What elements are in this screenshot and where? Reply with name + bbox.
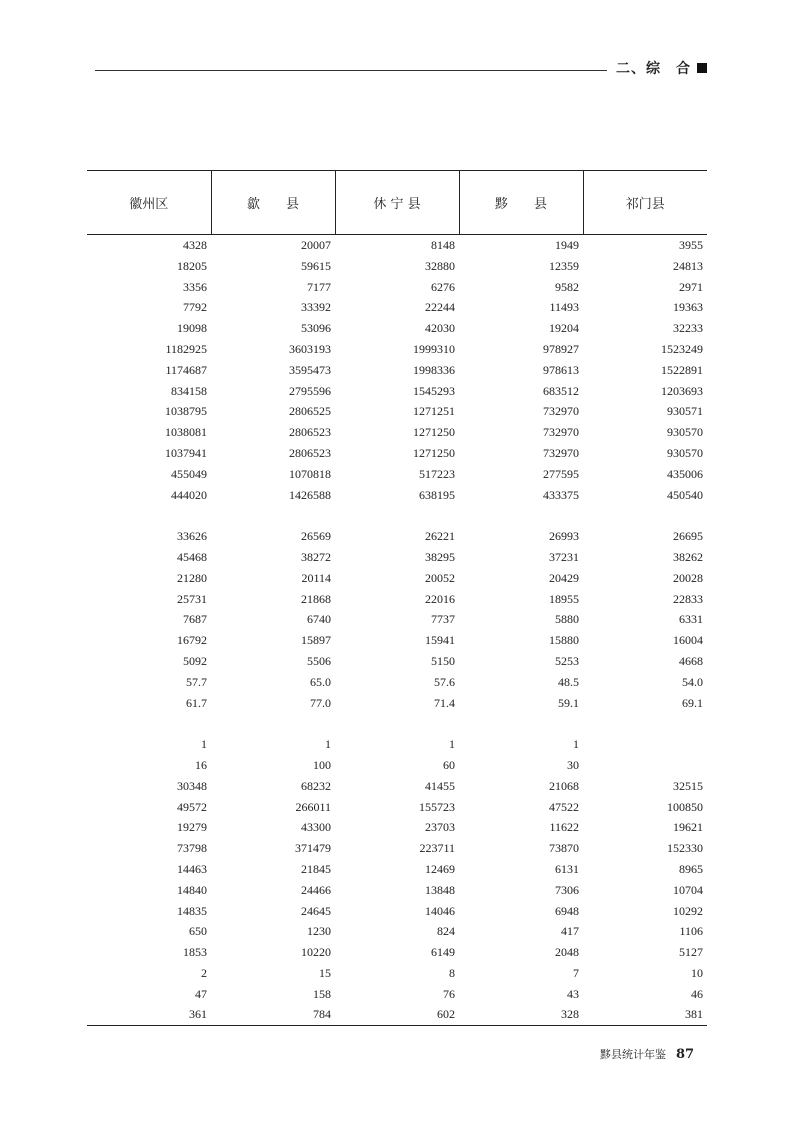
table-cell: 16 [195, 757, 207, 772]
table-cell: 18205 [177, 258, 207, 273]
table-cell: 24645 [301, 903, 331, 918]
table-cell: 26569 [301, 529, 331, 544]
table-cell: 100 [313, 757, 331, 772]
table-cell [87, 505, 211, 526]
table-cell: 2806523 [289, 445, 331, 460]
table-cell: 5150 [431, 653, 455, 668]
table-cell: 10220 [301, 945, 331, 960]
table-cell: 2048 [555, 945, 579, 960]
table-row [87, 1004, 707, 1025]
table-cell: 277595 [543, 466, 579, 481]
table-cell: 43 [567, 986, 579, 1001]
table-cell: 223711 [419, 841, 455, 856]
table-cell: 455049 [171, 466, 207, 481]
table-cell: 2971 [679, 279, 703, 294]
table-header-row [87, 171, 707, 235]
table-cell: 11622 [549, 820, 579, 835]
table-row [87, 505, 707, 526]
table-cell: 6276 [431, 279, 455, 294]
table-cell: 11493 [549, 300, 579, 315]
table-row [87, 880, 707, 901]
table-cell: 3603193 [289, 341, 331, 356]
table-cell: 33626 [177, 529, 207, 544]
table-cell: 5127 [679, 945, 703, 960]
table-cell: 12359 [549, 258, 579, 273]
table-cell: 42030 [425, 321, 455, 336]
table-cell: 1 [573, 737, 579, 752]
table-cell: 417 [561, 924, 579, 939]
table-cell: 38262 [673, 549, 703, 564]
table-cell: 18955 [549, 591, 579, 606]
table-cell: 732970 [543, 404, 579, 419]
table-cell: 7737 [431, 612, 455, 627]
table-row [87, 589, 707, 610]
table-cell: 76 [443, 986, 455, 1001]
column-header: 徽州区 [87, 171, 211, 235]
table-row [87, 693, 707, 714]
table-cell: 5092 [183, 653, 207, 668]
table-cell: 7306 [555, 882, 579, 897]
table-cell: 20052 [425, 570, 455, 585]
table-cell: 732970 [543, 425, 579, 440]
table-cell: 1853 [183, 945, 207, 960]
table-cell: 6149 [431, 945, 455, 960]
table-cell: 47 [195, 986, 207, 1001]
table-cell: 21868 [301, 591, 331, 606]
table-cell: 1271250 [413, 445, 455, 460]
table-cell: 732970 [543, 445, 579, 460]
table-cell: 24466 [301, 882, 331, 897]
table-cell: 361 [87, 1004, 211, 1025]
table-cell: 30 [567, 757, 579, 772]
table-cell: 26695 [673, 529, 703, 544]
table-cell: 2806523 [289, 425, 331, 440]
table-cell: 15880 [549, 633, 579, 648]
table-cell: 38295 [425, 549, 455, 564]
table-cell: 10292 [673, 903, 703, 918]
table-cell: 328 [459, 1004, 583, 1025]
table-row [87, 713, 707, 734]
table-row [87, 838, 707, 859]
table-cell: 100850 [667, 799, 703, 814]
table-row [87, 443, 707, 464]
table-cell: 37231 [549, 549, 579, 564]
footer-book-title: 黟县统计年鉴 [600, 1048, 666, 1061]
table-cell: 371479 [295, 841, 331, 856]
table-cell: 638195 [419, 487, 455, 502]
table-cell: 7687 [183, 612, 207, 627]
table-cell: 46 [691, 986, 703, 1001]
column-header: 祁门县 [583, 171, 707, 235]
table-cell: 22833 [673, 591, 703, 606]
table-cell: 19279 [177, 820, 207, 835]
table-row [87, 422, 707, 443]
table-cell: 23703 [425, 820, 455, 835]
table-cell [335, 505, 459, 526]
table-cell: 6131 [555, 861, 579, 876]
table-cell: 5253 [555, 653, 579, 668]
table-cell: 1522891 [661, 362, 703, 377]
table-cell: 930570 [667, 445, 703, 460]
table-cell: 21068 [549, 778, 579, 793]
table-cell: 1999310 [413, 341, 455, 356]
table-row [87, 942, 707, 963]
table-row [87, 401, 707, 422]
table-cell: 1545293 [413, 383, 455, 398]
table-cell: 20028 [673, 570, 703, 585]
table-cell: 22016 [425, 591, 455, 606]
table-cell: 19098 [177, 321, 207, 336]
table-row [87, 485, 707, 506]
table-cell: 6740 [307, 612, 331, 627]
table-cell [583, 755, 707, 776]
table-row [87, 859, 707, 880]
table-row [87, 921, 707, 942]
table-cell: 6948 [555, 903, 579, 918]
table-cell: 45468 [177, 549, 207, 564]
table-row [87, 776, 707, 797]
table-cell: 14463 [177, 861, 207, 876]
table-cell: 8148 [431, 238, 455, 252]
table-cell: 21280 [177, 570, 207, 585]
table-cell: 61.7 [186, 695, 207, 710]
table-cell: 32515 [673, 778, 703, 793]
table-header [87, 171, 707, 235]
table-cell: 1 [325, 737, 331, 752]
table-cell: 683512 [543, 383, 579, 398]
table-cell: 650 [189, 924, 207, 939]
table-cell: 930571 [667, 404, 703, 419]
table-row [87, 984, 707, 1005]
table-cell [459, 505, 583, 526]
table-cell: 4668 [679, 653, 703, 668]
table-row [87, 797, 707, 818]
table-row [87, 297, 707, 318]
table-cell: 1038081 [165, 425, 207, 440]
table-cell: 19621 [673, 820, 703, 835]
table-cell: 68232 [301, 778, 331, 793]
table-row [87, 381, 707, 402]
table-cell: 1203693 [661, 383, 703, 398]
table-cell: 3955 [679, 238, 703, 252]
table-cell: 4328 [183, 238, 207, 252]
table-cell: 2 [201, 965, 207, 980]
page-footer [600, 1046, 694, 1062]
table-cell: 10 [691, 965, 703, 980]
table-cell: 43300 [301, 820, 331, 835]
table-cell: 435006 [667, 466, 703, 481]
table-row [87, 256, 707, 277]
table-row [87, 734, 707, 755]
table-row [87, 901, 707, 922]
table-cell: 13848 [425, 882, 455, 897]
table-cell: 784 [211, 1004, 335, 1025]
table-cell: 26993 [549, 529, 579, 544]
table-row [87, 568, 707, 589]
table-cell: 1182925 [165, 341, 207, 356]
table-cell: 1271250 [413, 425, 455, 440]
header-rule [95, 70, 607, 71]
table-cell [583, 734, 707, 755]
table-row [87, 630, 707, 651]
table-row [87, 963, 707, 984]
table-cell: 1523249 [661, 341, 703, 356]
table-cell [459, 713, 583, 734]
table-cell: 2795596 [289, 383, 331, 398]
table-cell: 60 [443, 757, 455, 772]
statistics-table [87, 170, 707, 1026]
table-cell: 19204 [549, 321, 579, 336]
table-cell: 20114 [301, 570, 331, 585]
table-cell: 57.6 [434, 674, 455, 689]
table-cell: 266011 [295, 799, 331, 814]
table-cell: 824 [437, 924, 455, 939]
table-cell: 1106 [679, 924, 703, 939]
table-cell: 2806525 [289, 404, 331, 419]
table-cell: 433375 [543, 487, 579, 502]
table-cell: 65.0 [310, 674, 331, 689]
table-cell: 10704 [673, 882, 703, 897]
table-cell: 54.0 [682, 674, 703, 689]
table-cell: 12469 [425, 861, 455, 876]
table-row [87, 277, 707, 298]
table-cell: 47522 [549, 799, 579, 814]
table-cell: 1271251 [413, 404, 455, 419]
table-cell: 1 [201, 737, 207, 752]
table-cell: 24813 [673, 258, 703, 273]
table-cell: 1174687 [165, 362, 207, 377]
table-cell: 5506 [307, 653, 331, 668]
column-header: 歙 县 [211, 171, 335, 235]
table-cell: 930570 [667, 425, 703, 440]
table-cell: 15897 [301, 633, 331, 648]
table-cell: 15 [319, 965, 331, 980]
table-cell: 444020 [171, 487, 207, 502]
table-cell: 450540 [667, 487, 703, 502]
table-cell: 8965 [679, 861, 703, 876]
table-row [87, 672, 707, 693]
table-cell: 14840 [177, 882, 207, 897]
table-cell: 21845 [301, 861, 331, 876]
section-title-text: 二、综 合 [616, 61, 691, 77]
table-cell: 602 [335, 1004, 459, 1025]
table-cell [211, 713, 335, 734]
table-cell: 41455 [425, 778, 455, 793]
table-row [87, 318, 707, 339]
table-cell [583, 713, 707, 734]
table-cell [211, 505, 335, 526]
table-cell: 5880 [555, 612, 579, 627]
table-cell: 1070818 [289, 466, 331, 481]
table-cell: 381 [583, 1004, 707, 1025]
table-cell: 20429 [549, 570, 579, 585]
table-cell: 3595473 [289, 362, 331, 377]
table-cell: 69.1 [682, 695, 703, 710]
table-row [87, 651, 707, 672]
table-cell: 59615 [301, 258, 331, 273]
table-cell: 1426588 [289, 487, 331, 502]
table-cell: 1038795 [165, 404, 207, 419]
table-cell: 57.7 [186, 674, 207, 689]
table-cell: 77.0 [310, 695, 331, 710]
table-cell: 1949 [555, 238, 579, 252]
statistics-table-container [87, 170, 707, 1026]
table-cell: 16004 [673, 633, 703, 648]
table-cell: 25731 [177, 591, 207, 606]
column-header: 休 宁 县 [335, 171, 459, 235]
table-cell: 53096 [301, 321, 331, 336]
table-cell: 7177 [307, 279, 331, 294]
table-cell: 155723 [419, 799, 455, 814]
table-cell: 6331 [679, 612, 703, 627]
table-cell: 48.5 [558, 674, 579, 689]
table-cell [335, 713, 459, 734]
table-cell [583, 505, 707, 526]
table-cell: 7792 [183, 300, 207, 315]
table-cell: 19363 [673, 300, 703, 315]
table-cell: 32233 [673, 321, 703, 336]
table-cell [87, 713, 211, 734]
table-cell: 158 [313, 986, 331, 1001]
table-cell: 1 [449, 737, 455, 752]
table-cell: 38272 [301, 549, 331, 564]
table-cell: 14835 [177, 903, 207, 918]
table-cell: 978927 [543, 341, 579, 356]
table-cell: 20007 [301, 238, 331, 252]
table-cell: 152330 [667, 841, 703, 856]
table-cell: 71.4 [434, 695, 455, 710]
table-cell: 15941 [425, 633, 455, 648]
table-cell: 1230 [307, 924, 331, 939]
table-row [87, 609, 707, 630]
table-cell: 3356 [183, 279, 207, 294]
table-cell: 8 [449, 965, 455, 980]
table-row [87, 755, 707, 776]
table-cell: 9582 [555, 279, 579, 294]
column-header: 黟 县 [459, 171, 583, 235]
table-row [87, 235, 707, 256]
table-row [87, 547, 707, 568]
table-row [87, 526, 707, 547]
table-cell: 1037941 [165, 445, 207, 460]
table-row [87, 360, 707, 381]
table-cell: 834158 [171, 383, 207, 398]
table-cell: 32880 [425, 258, 455, 273]
table-cell: 33392 [301, 300, 331, 315]
table-cell: 59.1 [558, 695, 579, 710]
table-cell: 16792 [177, 633, 207, 648]
table-body [87, 235, 707, 1026]
table-row [87, 339, 707, 360]
table-cell: 73798 [177, 841, 207, 856]
table-cell: 978613 [543, 362, 579, 377]
table-cell: 49572 [177, 799, 207, 814]
table-cell: 1998336 [413, 362, 455, 377]
table-cell: 30348 [177, 778, 207, 793]
table-cell: 517223 [419, 466, 455, 481]
section-marker-icon [697, 63, 707, 73]
table-cell: 73870 [549, 841, 579, 856]
table-cell: 14046 [425, 903, 455, 918]
table-row [87, 464, 707, 485]
table-row [87, 817, 707, 838]
table-cell: 26221 [425, 529, 455, 544]
table-cell: 22244 [425, 300, 455, 315]
page-number: 87 [676, 1047, 695, 1062]
section-title [616, 58, 707, 78]
table-cell: 7 [573, 965, 579, 980]
